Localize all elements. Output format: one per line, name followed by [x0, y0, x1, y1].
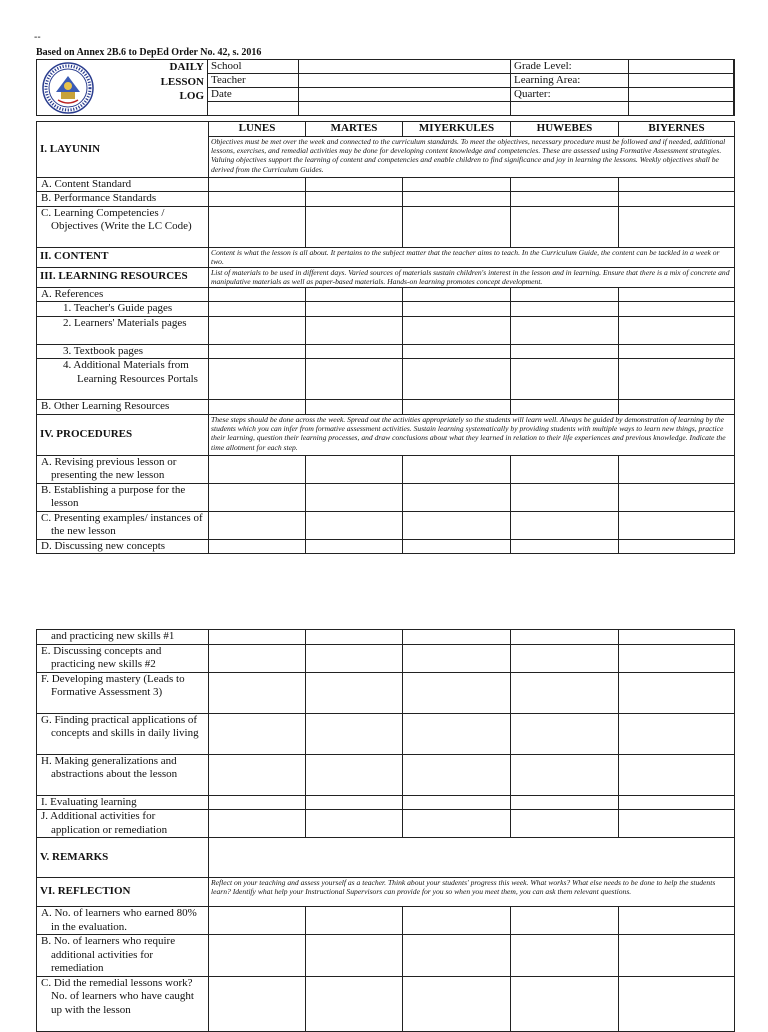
row-teachers-guide: 1. Teacher's Guide pages [37, 302, 209, 317]
row-textbook: 3. Textbook pages [37, 344, 209, 359]
header-fields [207, 59, 735, 116]
section-reflection: VI. REFLECTION [37, 878, 209, 907]
row-refl-b: B. No. of learners who require additional activities for remediation [37, 935, 209, 977]
date-label: Date [208, 88, 299, 102]
dll-main-table [36, 121, 735, 554]
row-proc-e: E. Discussing concepts and practicing new skills #2 [37, 644, 209, 672]
teacher-label: Teacher [208, 74, 299, 88]
row-proc-i: I. Evaluating learning [37, 795, 209, 810]
learning-area-field[interactable] [629, 74, 735, 88]
row-references: A. References [37, 287, 209, 302]
row-learning-competencies: C. Learning Competencies / Objectives (Write the LC Code) [37, 206, 209, 247]
procedures-note: These steps should be done across the week. Spread out the activities appropriately so the students will learn well. Always be guided by demonstration of learning by the students which you can infer from formative assessment activities. Sustain learning systematically by providing students with multiple ways to learn new things, practice their learning, question their learning processes, and draw conclusions about what they learned in relation to their life experiences and previous knowledge. Indicate the time allotment for each step. [209, 414, 735, 455]
quarter-field[interactable] [629, 88, 735, 102]
remarks-field[interactable] [209, 838, 735, 878]
deped-seal-icon [42, 62, 94, 114]
teacher-field[interactable] [299, 74, 511, 88]
row-proc-c: C. Presenting examples/ instances of the new lesson [37, 511, 209, 539]
date-field[interactable] [299, 88, 511, 102]
row-proc-d-continued: and practicing new skills #1 [37, 630, 209, 645]
row-proc-d: D. Discussing new concepts [37, 539, 209, 554]
section-procedures: IV. PROCEDURES [37, 414, 209, 455]
row-performance-standards: B. Performance Standards [37, 192, 209, 207]
resources-note: List of materials to be used in different days. Varied sources of materials sustain children's interest in the lesson and in learning. Ensure that there is a mix of concrete and manipulative materials as well as paper-based materials. Hands-on learning promotes concept development. [209, 267, 735, 287]
day-header-biyernes: BIYERNES [619, 122, 735, 137]
school-label: School [208, 60, 299, 74]
day-header-lunes: LUNES [209, 122, 306, 137]
row-proc-f: F. Developing mastery (Leads to Formative Assessment 3) [37, 672, 209, 713]
row-proc-g: G. Finding practical applications of concepts and skills in daily living [37, 713, 209, 754]
row-content-standard: A. Content Standard [37, 177, 209, 192]
grade-level-field[interactable] [629, 60, 735, 74]
dll-title: DAILY LESSON LOG [160, 61, 204, 102]
reflection-note: Reflect on your teaching and assess yourself as a teacher. Think about your students' progress this week. What works? What else needs to be done to help the students learn? Identify what help your Instructional Supervisors can provide for you so when you meet them, you can ask them relevant questions. [209, 878, 735, 907]
row-proc-h: H. Making generalizations and abstractions about the lesson [37, 754, 209, 795]
quarter-label: Quarter: [511, 88, 629, 102]
grade-level-label: Grade Level: [511, 60, 629, 74]
row-other-resources: B. Other Learning Resources [37, 400, 209, 415]
annex-reference: Based on Annex 2B.6 to DepEd Order No. 42, s. 2016 [36, 47, 262, 58]
row-additional-materials: 4. Additional Materials from Learning Resources Portals [37, 359, 209, 400]
day-header-huwebes: HUWEBES [511, 122, 619, 137]
objectives-note: Objectives must be met over the week and connected to the curriculum standards. To meet the objectives, necessary procedure must be followed and if needed, additional lessons, exercises, and remedial activities may be done for developing content knowledge and competencies. These are assessed using Formative Assessment strategies. Valuing objectives support the learning of content and competencies and enable children to find significance and joy in learning the lessons. Weekly objectives shall be derived from the Curriculum Guides. [209, 136, 735, 177]
section-layunin: I. LAYUNIN [37, 122, 209, 178]
row-proc-b: B. Establishing a purpose for the lesson [37, 483, 209, 511]
section-learning-resources: III. LEARNING RESOURCES [37, 267, 209, 287]
row-refl-a: A. No. of learners who earned 80% in the evaluation. [37, 907, 209, 935]
section-remarks: V. REMARKS [37, 838, 209, 878]
day-header-miyerkules: MIYERKULES [403, 122, 511, 137]
day-header-martes: MARTES [306, 122, 403, 137]
row-proc-j: J. Additional activities for application or remediation [37, 810, 209, 838]
row-learners-materials: 2. Learners' Materials pages [37, 316, 209, 344]
content-note: Content is what the lesson is all about. It pertains to the subject matter that the teacher aims to teach. In the Curriculum Guide, the content can be tackled in a week or two. [209, 247, 735, 267]
row-proc-a: A. Revising previous lesson or presenting the new lesson [37, 455, 209, 483]
page-marker: -- [34, 32, 41, 43]
school-field[interactable] [299, 60, 511, 74]
section-content: II. CONTENT [37, 247, 209, 267]
dll-main-table-continued [36, 629, 735, 1032]
row-refl-c: C. Did the remedial lessons work? No. of learners who have caught up with the lesson [37, 976, 209, 1031]
learning-area-label: Learning Area: [511, 74, 629, 88]
